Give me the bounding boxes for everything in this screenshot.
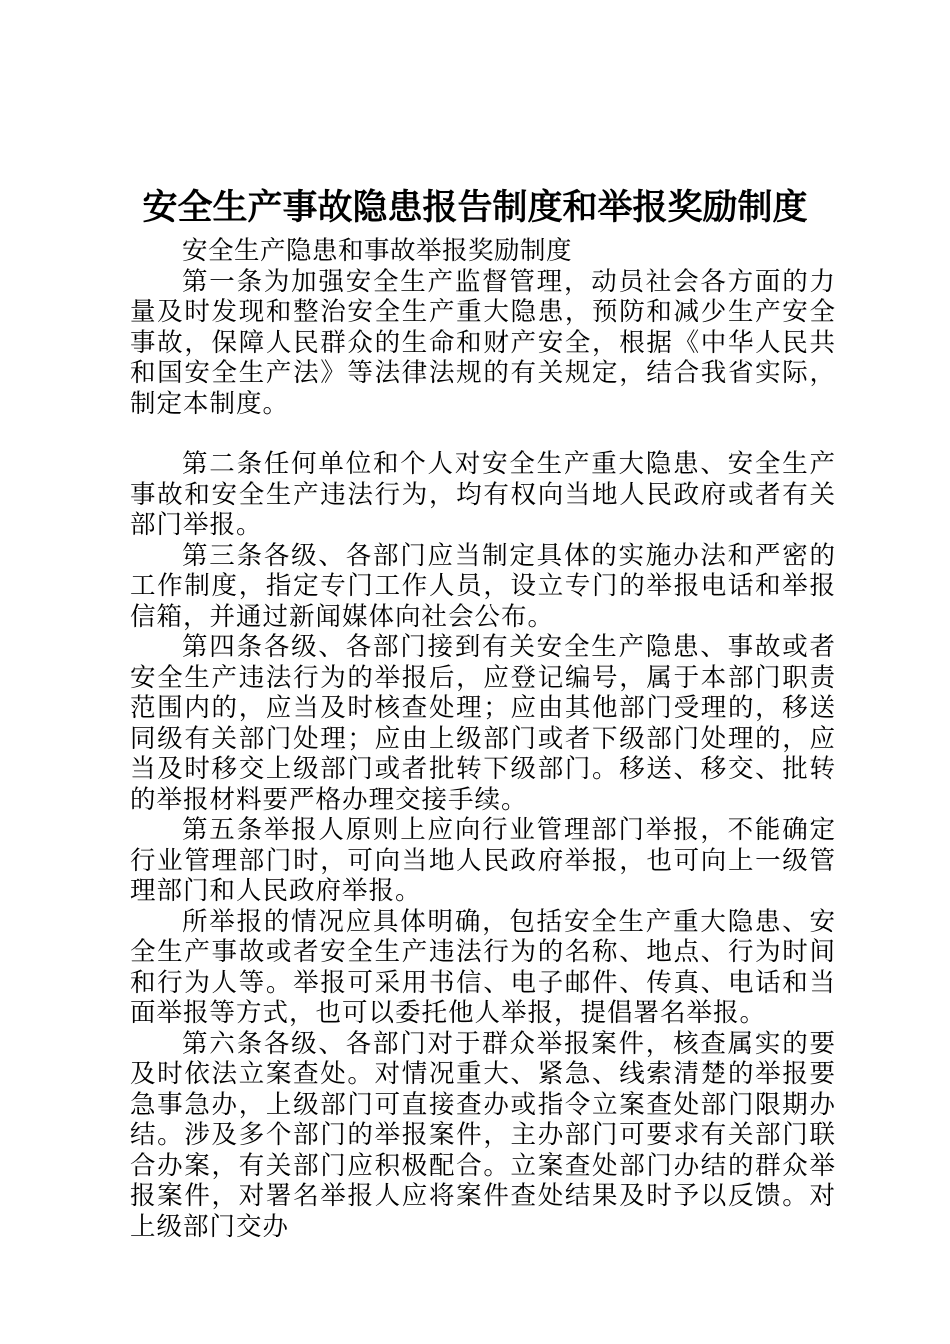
paragraph-article-2: 第二条任何单位和个人对安全生产重大隐患、安全生产事故和安全生产违法行为，均有权向当地人民政府或者有关部门举报。 xyxy=(130,449,836,540)
paragraph-article-5-detail: 所举报的情况应具体明确，包括安全生产重大隐患、安全生产事故或者安全生产违法行为的名称、地点、行为时间和行为人等。举报可采用书信、电子邮件、传真、电话和当面举报等方式，也可以委托他人举报，提倡署名举报。 xyxy=(130,906,836,1028)
paragraph-article-5: 第五条举报人原则上应向行业管理部门举报，不能确定行业管理部门时，可向当地人民政府举报，也可向上一级管理部门和人民政府举报。 xyxy=(130,815,836,906)
paragraph-article-4: 第四条各级、各部门接到有关安全生产隐患、事故或者安全生产违法行为的举报后，应登记编号，属于本部门职责范围内的，应当及时核查处理；应由其他部门受理的，移送同级有关部门处理；应由上级部门或者下级部门处理的，应当及时移交上级部门或者批转下级部门。移送、移交、批转的举报材料要严格办理交接手续。 xyxy=(130,632,836,815)
paragraph-article-6: 第六条各级、各部门对于群众举报案件，核查属实的要及时依法立案查处。对情况重大、紧急、线索清楚的举报要急事急办，上级部门可直接查办或指令立案查处部门限期办结。涉及多个部门的举报案件，主办部门可要求有关部门联合办案，有关部门应积极配合。立案查处部门办结的群众举报案件，对署名举报人应将案件查处结果及时予以反馈。对上级部门交办 xyxy=(130,1028,836,1242)
paragraph-article-1: 第一条为加强安全生产监督管理，动员社会各方面的力量及时发现和整治安全生产重大隐患，预防和减少生产安全事故，保障人民群众的生命和财产安全，根据《中华人民共和国安全生产法》等法律法规的有关规定，结合我省实际，制定本制度。 xyxy=(130,266,836,419)
paragraph-gap xyxy=(130,419,836,449)
document-title: 安全生产事故隐患报告制度和举报奖励制度 xyxy=(142,187,808,228)
paragraph-article-3: 第三条各级、各部门应当制定具体的实施办法和严密的工作制度，指定专门工作人员，设立专门的举报电话和举报信箱，并通过新闻媒体向社会公布。 xyxy=(130,540,836,632)
document-body xyxy=(130,236,836,1242)
document-subtitle: 安全生产隐患和事故举报奖励制度 xyxy=(182,236,573,266)
